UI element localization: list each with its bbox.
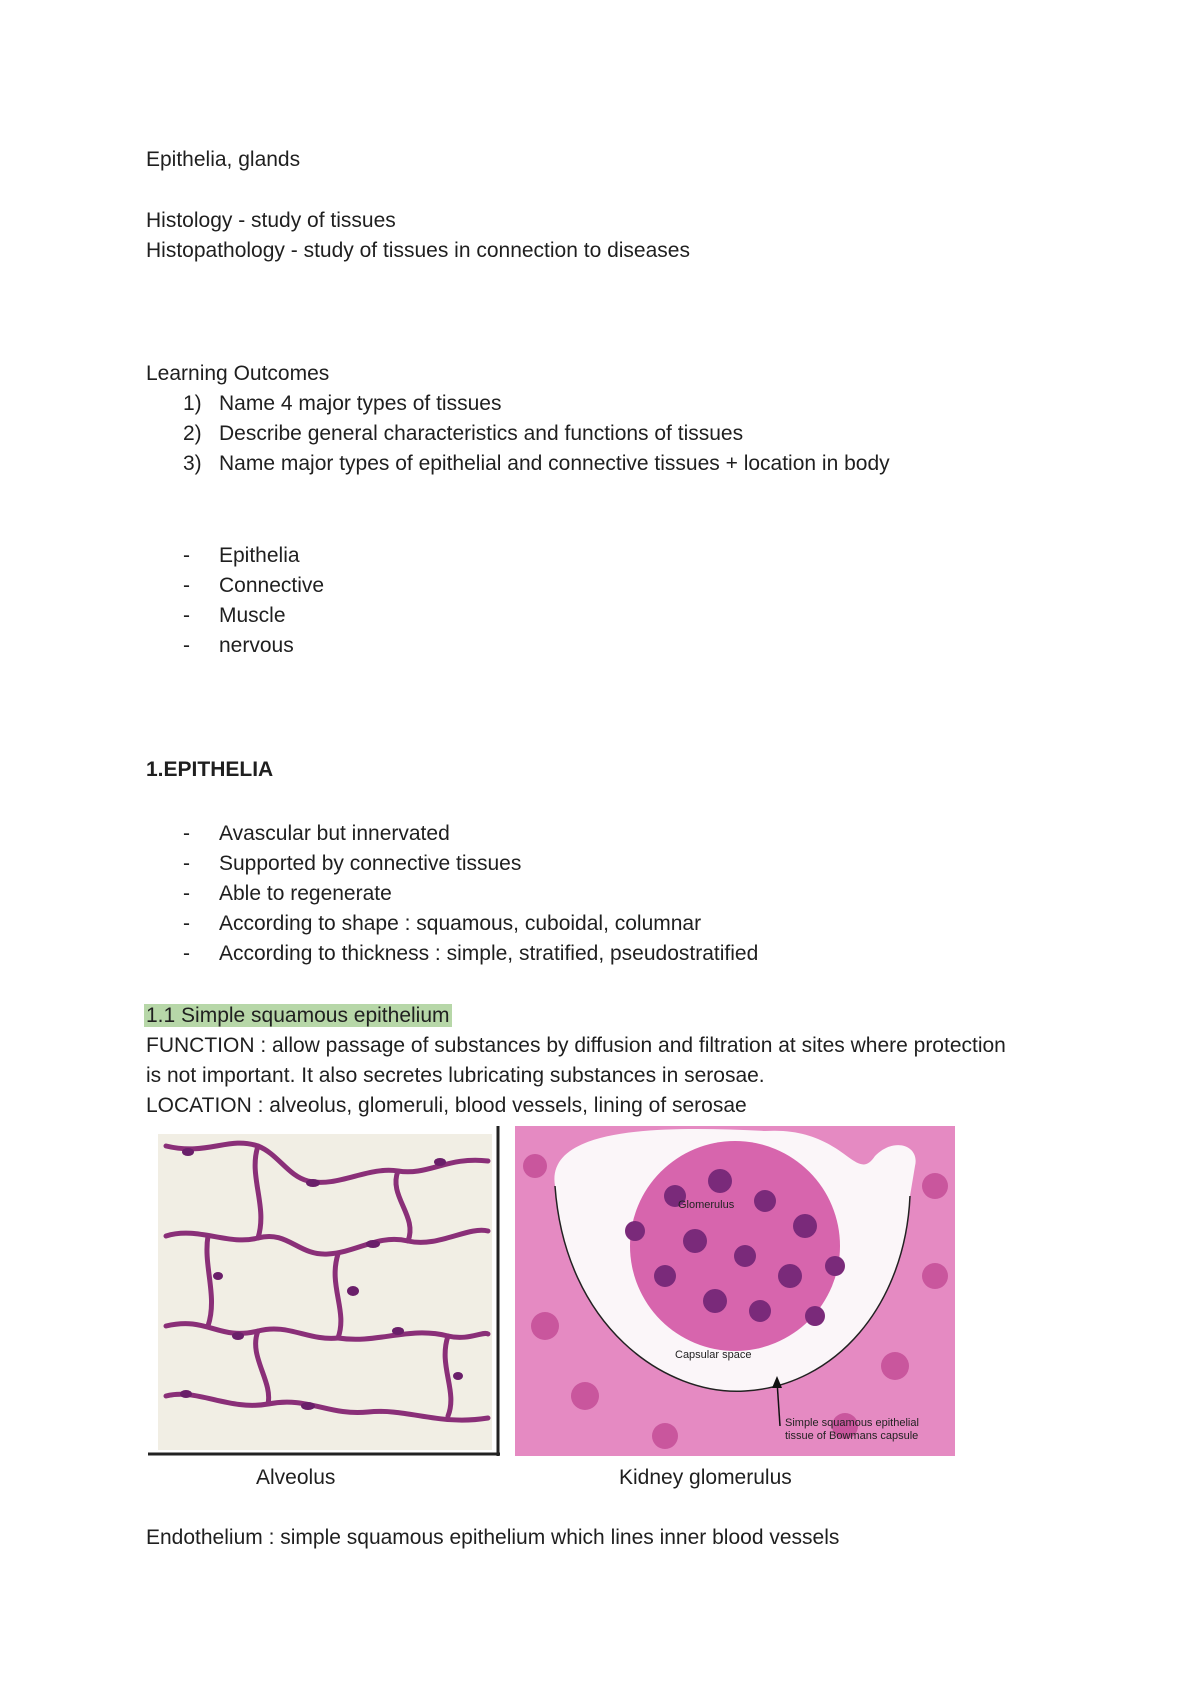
document-title: Epithelia, glands: [146, 148, 301, 171]
list-item: According to shape : squamous, cuboidal, columnar: [219, 912, 702, 935]
list-item: nervous: [219, 634, 294, 657]
list-number: 1): [183, 392, 202, 415]
bullet: -: [183, 544, 190, 567]
definition-histopathology: Histopathology - study of tissues in connection to diseases: [146, 239, 690, 262]
alveolus-image: [148, 1126, 500, 1456]
function-line-1: FUNCTION : allow passage of substances by diffusion and filtration at sites where protection: [146, 1034, 1006, 1057]
list-item: According to thickness : simple, stratified, pseudostratified: [219, 942, 759, 965]
list-item: Connective: [219, 574, 325, 597]
subsection-heading: [146, 1001, 452, 1031]
kidney-glomerulus-image: [515, 1126, 955, 1456]
learning-outcomes-heading: Learning Outcomes: [146, 362, 330, 385]
bullet: -: [183, 604, 190, 627]
bullet: -: [183, 574, 190, 597]
list-item: Muscle: [219, 604, 286, 627]
definition-histology: Histology - study of tissues: [146, 209, 396, 232]
section-heading: 1.EPITHELIA: [146, 758, 274, 781]
capsular-space-label: Capsular space: [675, 1349, 752, 1361]
bullet: -: [183, 822, 190, 845]
bullet: -: [183, 852, 190, 875]
list-item: Able to regenerate: [219, 882, 392, 905]
function-line-2: is not important. It also secretes lubricating substances in serosae.: [146, 1064, 765, 1087]
kidney-glomerulus-caption: Kidney glomerulus: [619, 1466, 792, 1489]
list-number: 2): [183, 422, 202, 445]
list-item: Epithelia: [219, 544, 300, 567]
epithelial-label-line-1: Simple squamous epithelial: [785, 1417, 919, 1429]
epithelial-label-line-2: tissue of Bowmans capsule: [785, 1430, 919, 1442]
alveolus-caption: Alveolus: [256, 1466, 336, 1489]
bullet: -: [183, 942, 190, 965]
list-item: Supported by connective tissues: [219, 852, 522, 875]
list-item: Describe general characteristics and functions of tissues: [219, 422, 744, 445]
list-item: Name major types of epithelial and connective tissues + location in body: [219, 452, 890, 475]
location-line: LOCATION : alveolus, glomeruli, blood vessels, lining of serosae: [146, 1094, 747, 1117]
list-number: 3): [183, 452, 202, 475]
endothelium-line: Endothelium : simple squamous epithelium which lines inner blood vessels: [146, 1526, 840, 1549]
bullet: -: [183, 634, 190, 657]
bullet: -: [183, 882, 190, 905]
list-item: Name 4 major types of tissues: [219, 392, 502, 415]
glomerulus-label: Glomerulus: [678, 1199, 735, 1211]
bullet: -: [183, 912, 190, 935]
highlighted-heading: 1.1 Simple squamous epithelium: [146, 1004, 450, 1027]
list-item: Avascular but innervated: [219, 822, 450, 845]
